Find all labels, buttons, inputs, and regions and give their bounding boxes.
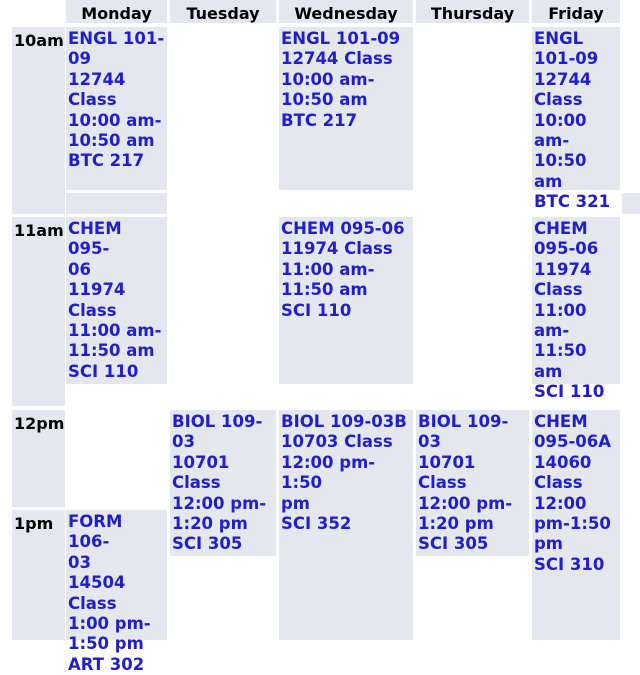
end-time: 1:20 pm xyxy=(172,514,248,534)
course-section: 09 xyxy=(68,49,91,69)
time-range: pm-1:50 xyxy=(534,514,611,534)
end-time: 10:50 am xyxy=(68,131,155,151)
room: SCI 110 xyxy=(534,382,605,402)
course-code: CHEM 095-06 xyxy=(281,219,405,238)
class-event-engl-monday[interactable] xyxy=(66,27,167,190)
start-time: 12:00 pm- xyxy=(418,493,513,513)
time-label: 12pm xyxy=(14,414,65,433)
course-section: 03 xyxy=(68,552,91,572)
start-time: 1:00 pm- xyxy=(68,614,151,634)
class-event-chem-wednesday[interactable] xyxy=(279,217,413,384)
class-event-chem-friday[interactable] xyxy=(532,217,620,402)
crn-class: 12744 Class xyxy=(281,49,393,69)
room: SCI 310 xyxy=(534,554,605,574)
room: SCI 110 xyxy=(281,300,352,320)
crn: 14060 xyxy=(534,452,592,472)
end-time: 10:50 am xyxy=(281,90,368,110)
class-event-chem-lab-friday[interactable] xyxy=(532,410,620,640)
day-header-tuesday: Tuesday xyxy=(170,0,276,23)
time-range: 12:00 pm-1:50 xyxy=(281,452,376,493)
room: BTC 217 xyxy=(68,151,145,171)
day-header-monday: Monday xyxy=(66,0,167,23)
time-slot-1pm xyxy=(12,510,65,640)
course-code: ENGL 101- xyxy=(68,29,165,48)
event-type: Class xyxy=(534,473,583,493)
event-type: Class xyxy=(68,593,117,613)
start-time: 10:00 am- xyxy=(68,110,162,130)
course-section: 095-06A xyxy=(534,432,612,452)
time-suffix: am xyxy=(534,171,563,191)
start-time: 11:00 am- xyxy=(68,321,162,341)
time-slot-12pm xyxy=(12,410,65,507)
class-event-engl-friday[interactable] xyxy=(532,27,620,212)
end-time: 1:20 pm xyxy=(418,514,494,534)
event-type: Class xyxy=(172,473,221,493)
class-event-biol-wednesday[interactable] xyxy=(279,410,413,640)
time-suffix: am xyxy=(534,361,563,381)
course-section: 03 xyxy=(172,432,195,452)
start-time: 10:00 xyxy=(534,110,587,130)
course-code: BIOL 109- xyxy=(172,412,263,431)
course-code: FORM 106- xyxy=(68,512,129,552)
crn: 12744 xyxy=(68,69,126,89)
event-type: Class xyxy=(534,280,583,300)
course-code: ENGL xyxy=(534,29,584,48)
time-range: am-10:50 xyxy=(534,131,587,171)
end-time: 1:50 pm xyxy=(68,634,144,654)
room: BTC 217 xyxy=(281,110,358,130)
course-code: CHEM xyxy=(534,412,588,431)
room: SCI 352 xyxy=(281,514,352,534)
empty-cell xyxy=(622,193,640,214)
start-time: 11:00 xyxy=(534,300,587,320)
room: SCI 110 xyxy=(68,361,139,381)
class-event-engl-wednesday[interactable] xyxy=(279,27,413,190)
event-type: Class xyxy=(68,300,117,320)
course-section: 101-09 xyxy=(534,49,599,69)
course-code: CHEM xyxy=(534,219,588,238)
course-code: ENGL 101-09 xyxy=(281,29,401,48)
time-label: 11am xyxy=(14,221,64,240)
class-event-biol-thursday[interactable] xyxy=(416,410,529,556)
start-time: 10:00 am- xyxy=(281,69,375,89)
course-section: 095-06 xyxy=(534,239,599,259)
start-time: 11:00 am- xyxy=(281,259,375,279)
class-event-biol-tuesday[interactable] xyxy=(170,410,276,556)
time-suffix: pm xyxy=(281,493,311,513)
class-event-form-monday[interactable] xyxy=(66,510,167,674)
course-code: CHEM 095- xyxy=(68,219,128,259)
end-time: 11:50 am xyxy=(281,280,368,300)
course-code: BIOL 109-03B xyxy=(281,412,407,431)
start-time: 12:00 pm- xyxy=(172,493,267,513)
time-range: am-11:50 xyxy=(534,321,587,361)
start-time: 12:00 xyxy=(534,493,587,513)
room: BTC 321 xyxy=(534,192,611,212)
crn: 10701 xyxy=(172,452,230,472)
crn: 11974 xyxy=(68,280,126,300)
room: ART 302 xyxy=(68,654,145,674)
empty-cell xyxy=(66,193,167,214)
room: SCI 305 xyxy=(172,534,243,554)
room: SCI 305 xyxy=(418,534,489,554)
time-slot-10am xyxy=(12,27,65,214)
day-header-wednesday: Wednesday xyxy=(279,0,413,23)
course-code: BIOL 109-03 xyxy=(418,412,509,452)
day-header-friday: Friday xyxy=(532,0,620,23)
day-header-thursday: Thursday xyxy=(416,0,529,23)
time-label: 10am xyxy=(14,31,64,50)
event-type: Class xyxy=(68,90,117,110)
time-label: 1pm xyxy=(14,514,54,533)
crn: 11974 xyxy=(534,259,592,279)
crn: 12744 xyxy=(534,69,592,89)
crn-class: 10703 Class xyxy=(281,432,393,452)
class-event-chem-monday[interactable] xyxy=(66,217,167,384)
end-time: 11:50 am xyxy=(68,341,155,361)
event-type: Class xyxy=(534,90,583,110)
crn: 14504 xyxy=(68,573,126,593)
crn-class: 10701 Class xyxy=(418,452,482,493)
time-suffix: pm xyxy=(534,534,564,554)
time-slot-11am xyxy=(12,217,65,406)
course-section: 06 xyxy=(68,259,91,279)
crn-class: 11974 Class xyxy=(281,239,393,259)
